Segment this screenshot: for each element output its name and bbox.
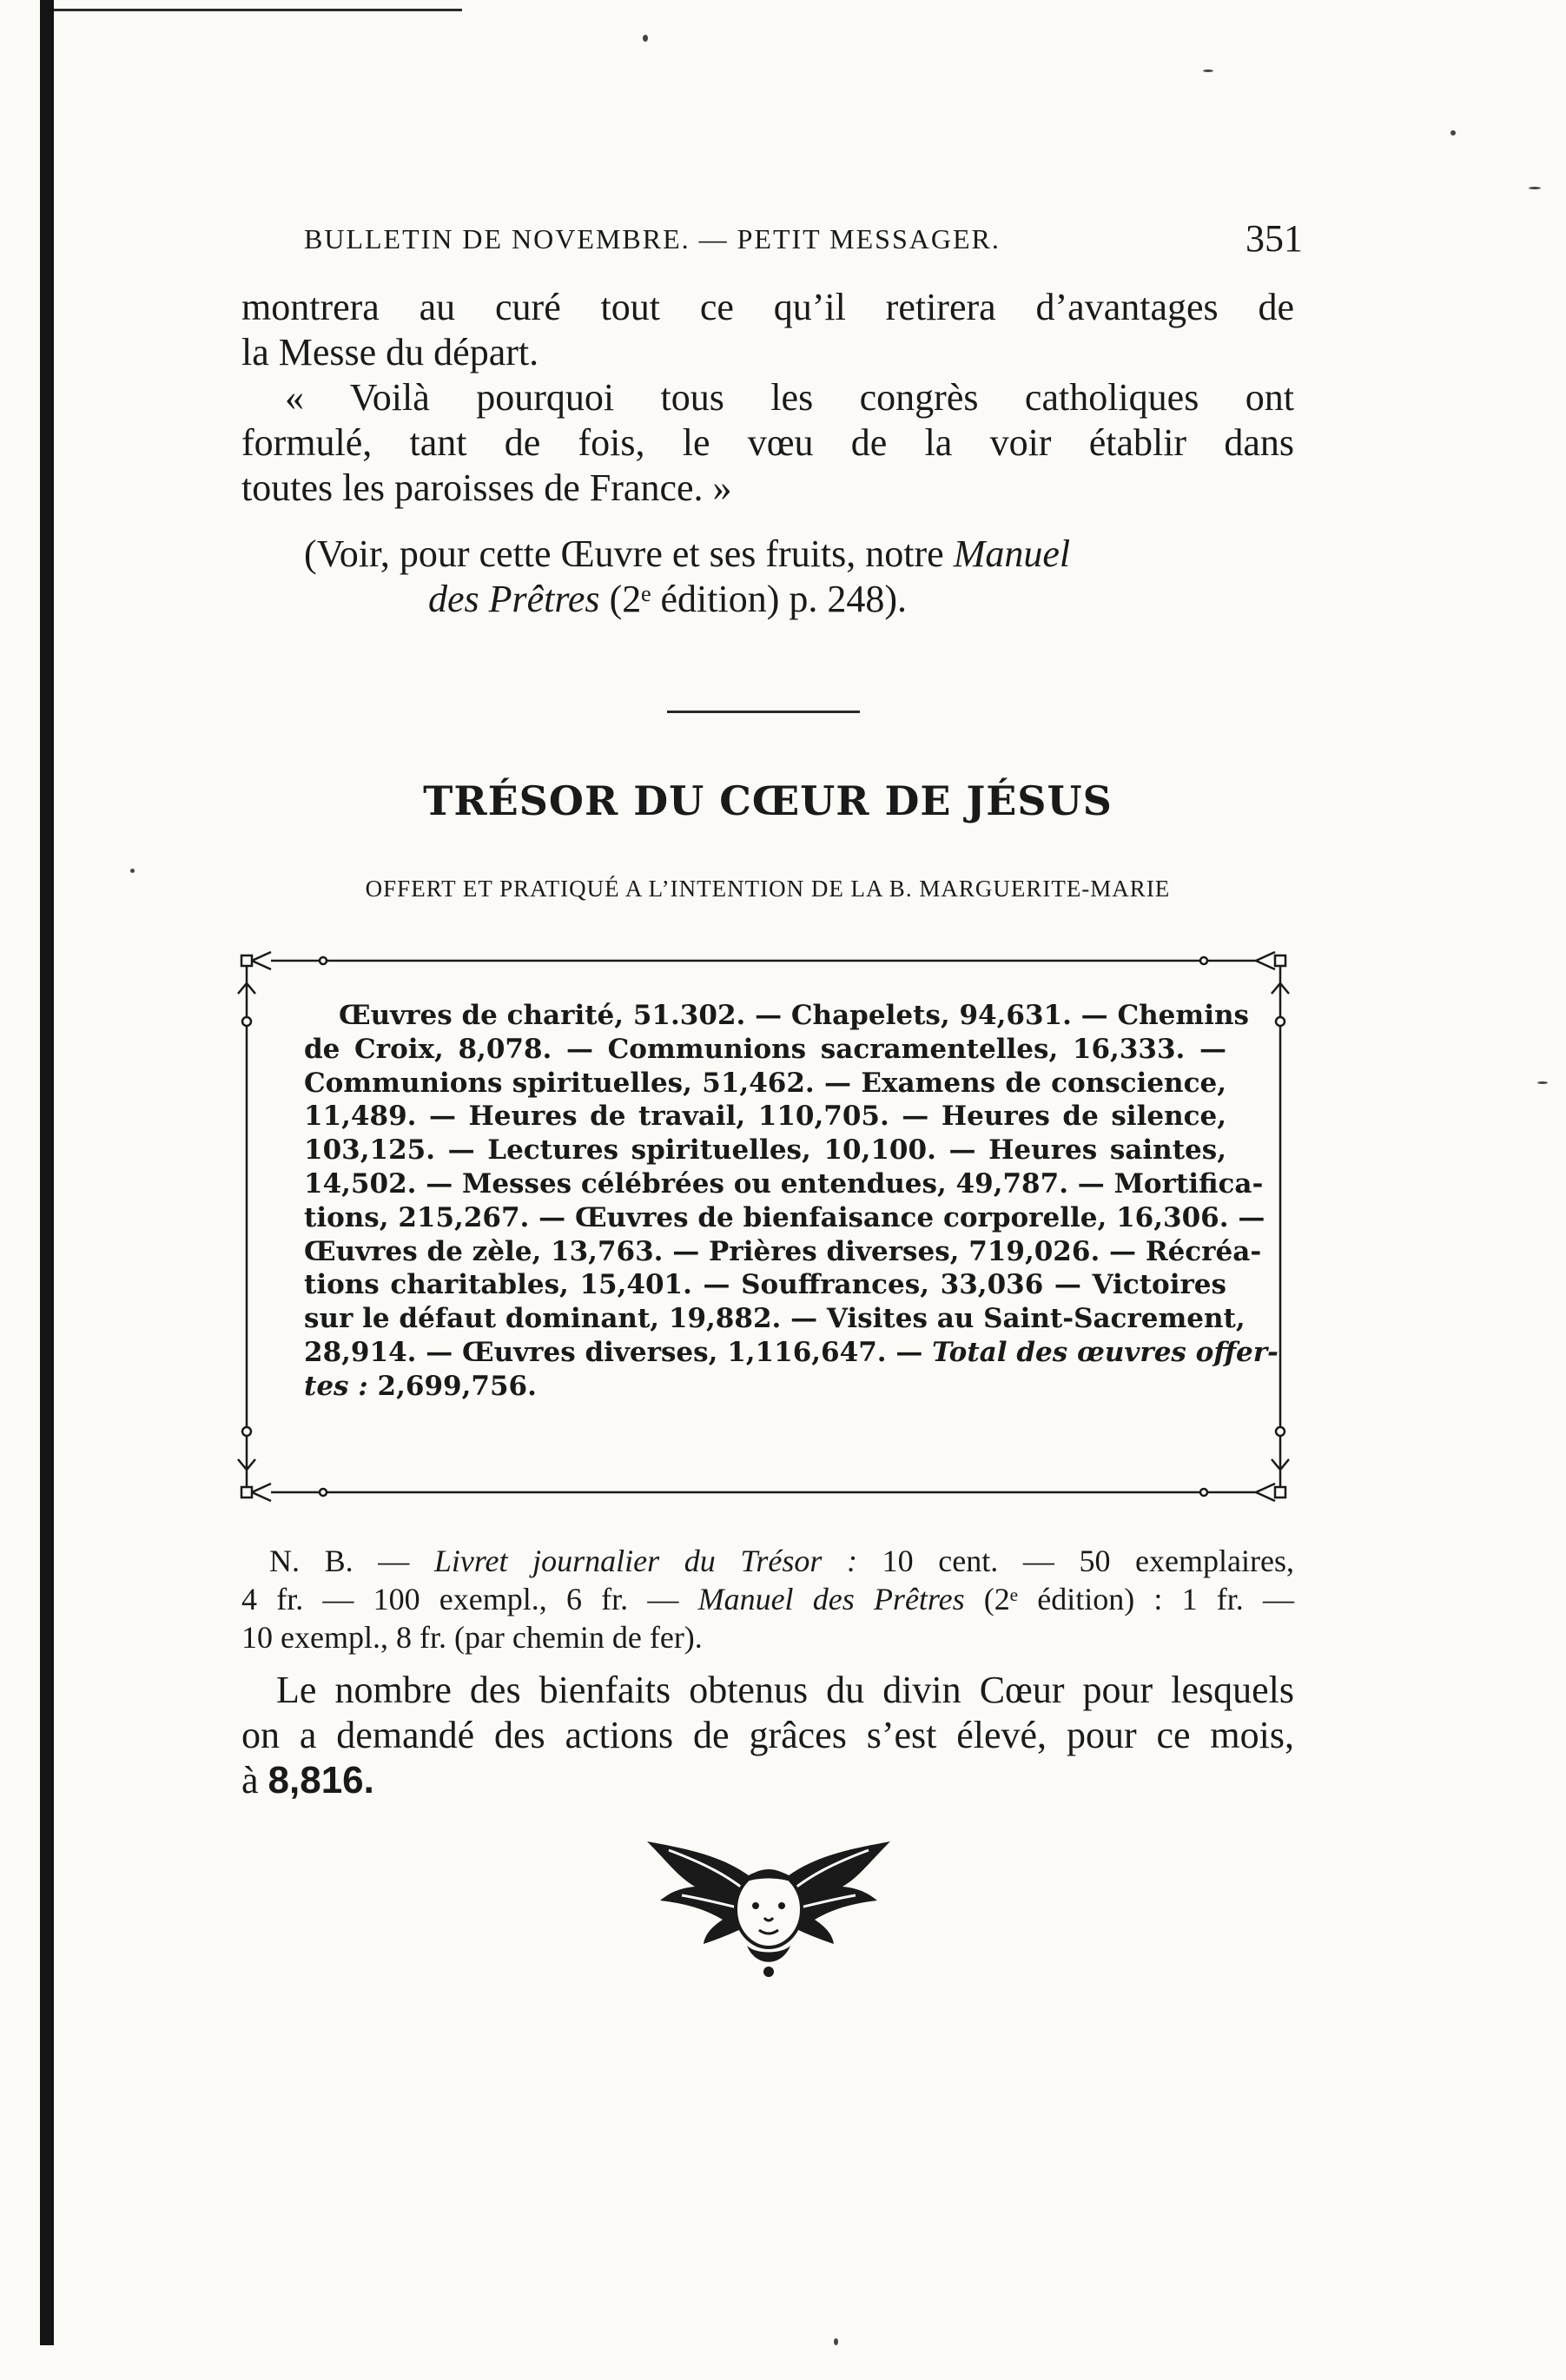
nb-line: 10 exempl., 8 fr. (par chemin de fer). bbox=[241, 1620, 703, 1655]
text-line: la Messe du départ. bbox=[241, 331, 539, 374]
paragraph-bienfaits bbox=[241, 1668, 1294, 1803]
manuel-price: (2ᵉ édition) : 1 fr. — bbox=[964, 1582, 1294, 1616]
section-subtitle: OFFERT ET PRATIQUÉ A L’INTENTION DE LA B. MARGUERITE-MARIE bbox=[365, 876, 1171, 902]
tresor-line-text: 28,914. — Œuvres diverses, 1,116,647. — bbox=[304, 1336, 923, 1368]
tresor-list bbox=[304, 999, 1279, 1404]
tresor-line: Œuvres de charité, 51.302. — Chapelets, 94,631. — Chemins bbox=[339, 1000, 1249, 1031]
tresor-line: Œuvres de zèle, 13,763. — Prières diverses, 719,026. — Récréa- bbox=[304, 1235, 1262, 1267]
speck bbox=[643, 35, 648, 42]
page-number: 351 bbox=[1246, 217, 1303, 260]
speck bbox=[1529, 187, 1541, 189]
text-line: formulé, tant de fois, le vœu de la voir établir dans bbox=[241, 421, 1294, 464]
section-divider bbox=[667, 711, 860, 713]
text-line: Le nombre des bienfaits obtenus du divin Cœur pour lesquels bbox=[276, 1669, 1294, 1711]
paragraph-reference bbox=[241, 532, 1294, 622]
running-head bbox=[304, 213, 1303, 265]
nb-line bbox=[241, 1580, 1294, 1618]
speck bbox=[1450, 130, 1456, 136]
speck bbox=[1203, 69, 1213, 72]
bienfaits-total: 8,816. bbox=[268, 1759, 374, 1802]
tresor-line: 103,125. — Lectures spirituelles, 10,100. — Heures saintes, bbox=[304, 1134, 1226, 1167]
tresor-line: 14,502. — Messes célébrées ou entendues, 49,787. — Mortifica- bbox=[304, 1167, 1264, 1200]
page-binding-edge bbox=[40, 0, 54, 2345]
paragraph-messe bbox=[241, 285, 1294, 375]
tresor-line: tions, 215,267. — Œuvres de bienfaisance corporelle, 16,306. — bbox=[304, 1201, 1265, 1233]
text-line: montrera au curé tout ce qu’il retirera d’avantages de bbox=[241, 286, 1294, 328]
total-label: Total des œuvres offer- bbox=[932, 1336, 1279, 1368]
tresor-line: de Croix, 8,078. — Communions sacramentelles, 16,333. — bbox=[304, 1033, 1226, 1065]
text-line: on a demandé des actions de grâces s’est élevé, pour ce mois, bbox=[241, 1714, 1294, 1756]
tresor-frame bbox=[236, 949, 1292, 1504]
nb-line bbox=[241, 1542, 1294, 1580]
nb-line2-prefix: 4 fr. — 100 exempl., 6 fr. — bbox=[241, 1582, 698, 1616]
tresor-line: Communions spirituelles, 51,462. — Examens de conscience, bbox=[304, 1067, 1226, 1099]
text-line bbox=[241, 532, 1294, 577]
reference-prefix: (Voir, pour cette Œuvre et ses fruits, notre bbox=[304, 532, 954, 575]
top-rule bbox=[54, 9, 462, 11]
speck bbox=[834, 2338, 838, 2345]
text-line: toutes les paroisses de France. » bbox=[241, 466, 732, 509]
text-line: « Voilà pourquoi tous les congrès catholiques ont bbox=[285, 376, 1294, 419]
nb-prefix: N. B. — bbox=[269, 1544, 434, 1578]
tresor-line: 11,489. — Heures de travail, 110,705. — Heures de silence, bbox=[304, 1101, 1226, 1133]
des-pretres-title: des Prêtres bbox=[428, 578, 600, 620]
speck bbox=[130, 869, 135, 873]
tresor-line: sur le défaut dominant, 19,882. — Visites au Saint-Sacrement, bbox=[304, 1303, 1246, 1335]
section-title: TRÉSOR DU CŒUR DE JÉSUS bbox=[423, 777, 1113, 824]
reference-suffix: (2ᵉ édition) p. 248). bbox=[599, 578, 908, 620]
total-label-cont: tes : bbox=[304, 1370, 368, 1402]
total-value: 2,699,756. bbox=[377, 1370, 537, 1402]
text-line bbox=[241, 1758, 1294, 1803]
manuel-title: Manuel des Prêtres bbox=[697, 1582, 965, 1616]
tresor-line bbox=[304, 1336, 1279, 1370]
manuel-title: Manuel bbox=[953, 532, 1071, 575]
speck bbox=[1537, 1081, 1548, 1084]
livret-price: 10 cent. — 50 exemplaires, bbox=[857, 1544, 1294, 1578]
text-line bbox=[241, 577, 1294, 622]
tresor-line: tions charitables, 15,401. — Souffrances, 33,036 — Victoires bbox=[304, 1269, 1226, 1301]
nota-bene bbox=[241, 1542, 1294, 1656]
tresor-total-line bbox=[304, 1370, 1226, 1404]
running-head-text: BULLETIN DE NOVEMBRE. — PETIT MESSAGER. bbox=[304, 223, 1001, 255]
paragraph-congres bbox=[241, 375, 1294, 511]
winged-cherub-icon bbox=[643, 1824, 895, 1989]
livret-title: Livret journalier du Trésor : bbox=[433, 1544, 858, 1578]
final-prefix: à bbox=[241, 1759, 268, 1802]
